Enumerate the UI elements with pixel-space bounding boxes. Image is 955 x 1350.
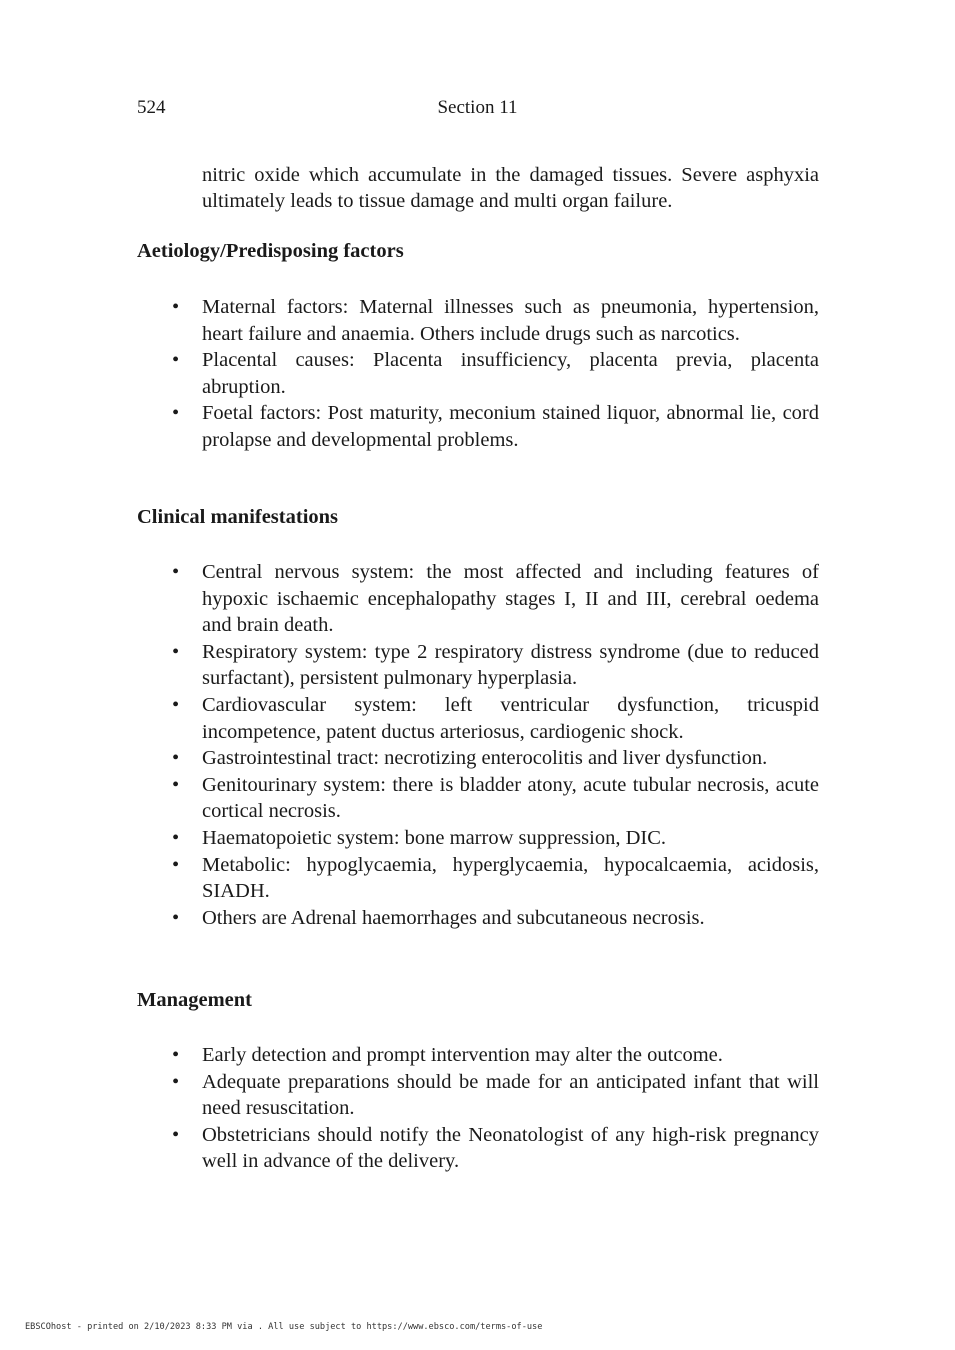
list-clinical-manifestations [202, 559, 819, 931]
list-item: • Respiratory system: type 2 respiratory distress syndrome (due to reduced surfactant), persistent pulmonary hyperplasia. [202, 639, 819, 692]
list-item: • Adequate preparations should be made for an anticipated infant that will need resuscitation. [202, 1069, 819, 1122]
list-item: • Central nervous system: the most affected and including features of hypoxic ischaemic encephalopathy stages I, II and III, cerebral oedema and brain death. [202, 559, 819, 639]
list-item: • Haematopoietic system: bone marrow suppression, DIC. [202, 825, 819, 852]
list-item: • Early detection and prompt intervention may alter the outcome. [202, 1042, 819, 1069]
footer-ebsco-notice: EBSCOhost - printed on 2/10/2023 8:33 PM via . All use subject to https://www.ebsco.com/terms-of-use [25, 1322, 543, 1332]
list-item: • Metabolic: hypoglycaemia, hyperglycaemia, hypocalcaemia, acidosis, SIADH. [202, 852, 819, 905]
list-item: • Cardiovascular system: left ventricular dysfunction, tricuspid incompetence, patent ductus arteriosus, cardiogenic shock. [202, 692, 819, 745]
running-head: Section 11 [437, 97, 518, 118]
list-item: • Others are Adrenal haemorrhages and subcutaneous necrosis. [202, 905, 819, 932]
page-number: 524 [137, 97, 166, 118]
list-item: • Placental causes: Placenta insufficiency, placenta previa, placenta abruption. [202, 347, 819, 400]
list-management [202, 1042, 819, 1175]
heading-clinical-manifestations: Clinical manifestations [137, 506, 339, 528]
list-item: • Maternal factors: Maternal illnesses such as pneumonia, hypertension, heart failure and anaemia. Others include drugs such as narcotics. [202, 294, 819, 347]
list-item: • Foetal factors: Post maturity, meconium stained liquor, abnormal lie, cord prolapse and developmental problems. [202, 400, 819, 453]
heading-management: Management [137, 989, 253, 1011]
list-item: • Genitourinary system: there is bladder atony, acute tubular necrosis, acute cortical necrosis. [202, 772, 819, 825]
heading-aetiology: Aetiology/Predisposing factors [137, 240, 404, 262]
list-aetiology [202, 294, 819, 454]
continued-paragraph: nitric oxide which accumulate in the damaged tissues. Severe asphyxia ultimately leads to tissue damage and multi organ failure. [202, 164, 819, 212]
list-item: • Gastrointestinal tract: necrotizing enterocolitis and liver dysfunction. [202, 745, 819, 772]
list-item: • Obstetricians should notify the Neonatologist of any high-risk pregnancy well in advance of the delivery. [202, 1122, 819, 1175]
